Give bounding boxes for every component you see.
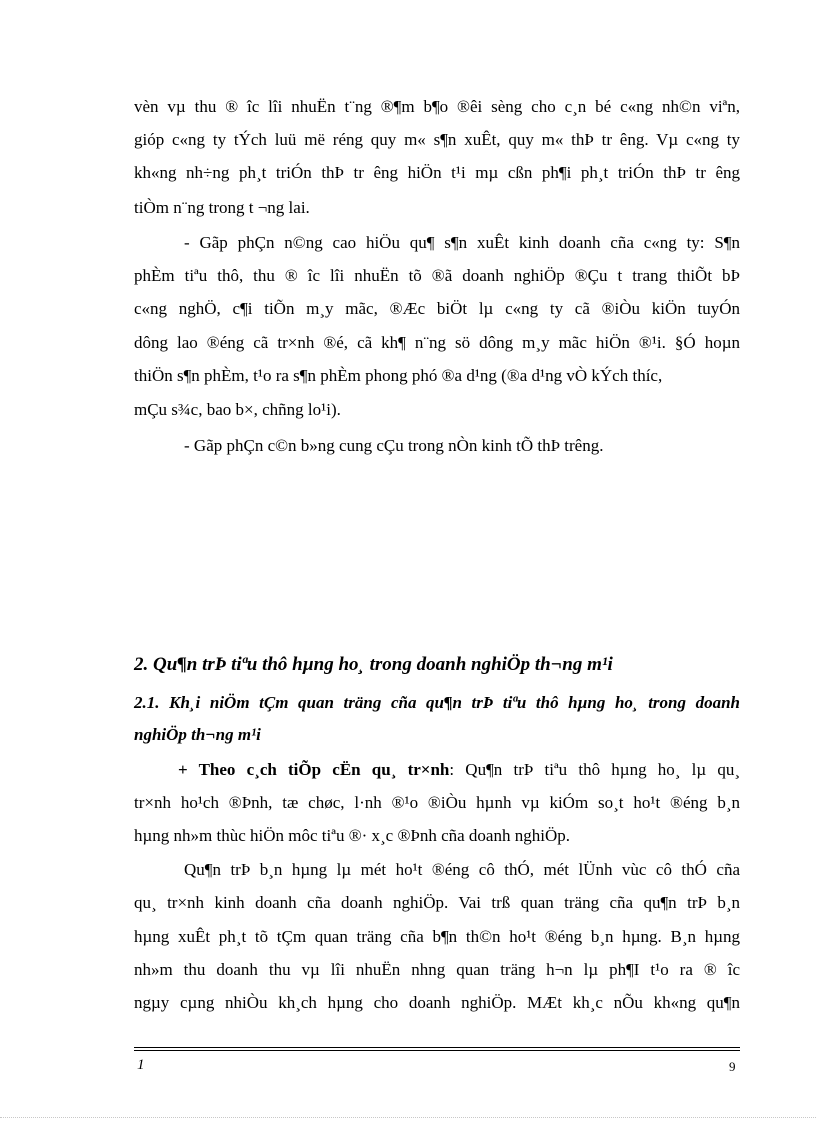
page-number: 9 bbox=[729, 1059, 736, 1074]
footer-rule bbox=[134, 1047, 740, 1048]
body-line: ngµy cµng nhiÒu kh¸ch hµng cho doanh nghiÖp. MÆt kh¸c nÕu kh«ng qu¶n bbox=[134, 993, 740, 1012]
body-line: nh»m thu doanh thu vµ lîi nhuËn nhng quan träng h¬n lµ ph¶I t¹o ra ® îc bbox=[134, 960, 740, 979]
paragraph-lead bbox=[178, 760, 740, 780]
body-line: gióp c«ng ty tÝch luü më réng quy m« s¶n xuÊt, quy m« thÞ tr êng. Vµ c«ng ty bbox=[134, 130, 740, 149]
body-line: Qu¶n trÞ b¸n hµng lµ mét ho¹t ®éng cô thÓ, mét lÜnh vùc cô thÓ cña bbox=[184, 860, 740, 879]
lead-bold-term: + Theo c¸ch tiÕp cËn qu¸ tr×nh bbox=[178, 760, 450, 779]
body-line: thiÖn s¶n phÈm, t¹o ra s¶n phÈm phong phó ®a d¹ng (®a d¹ng vÒ kÝch thíc, bbox=[134, 366, 663, 385]
subsection-heading: nghiÖp th¬ng m¹i bbox=[134, 725, 261, 744]
body-line: - Gãp phÇn c©n b»ng cung cÇu trong nÒn kinh tÕ thÞ trêng. bbox=[184, 436, 604, 455]
body-line: dông lao ®éng cã tr×nh ®é, cã kh¶ n¨ng sö dông m¸y mãc hiÖn ®¹i. §Ó hoµn bbox=[134, 333, 740, 352]
body-line: c«ng nghÖ, c¶i tiÕn m¸y mãc, ®Æc biÖt lµ c«ng ty cã ®iÒu kiÖn tuyÓn bbox=[134, 299, 740, 318]
lead-rest: : Qu¶n trÞ tiªu thô hµng ho¸ lµ qu¸ bbox=[449, 760, 740, 779]
body-line: hµng nh»m thùc hiÖn môc tiªu ®· x¸c ®Þnh cña doanh nghiÖp. bbox=[134, 826, 570, 845]
body-line: mÇu s¾c, bao b×, chñng lo¹i). bbox=[134, 400, 341, 419]
section-heading: 2. Qu¶n trÞ tiªu thô hµng ho¸ trong doanh nghiÖp th¬ng m¹i bbox=[134, 654, 613, 675]
body-line: - Gãp phÇn n©ng cao hiÖu qu¶ s¶n xuÊt kinh doanh cña c«ng ty: S¶n bbox=[184, 233, 740, 252]
subsection-heading: 2.1. Kh¸i niÖm tÇm quan träng cña qu¶n trÞ tiªu thô hµng ho¸ trong doanh bbox=[134, 693, 740, 712]
page-edge bbox=[0, 1117, 816, 1118]
footer-left-mark: 1 bbox=[137, 1057, 145, 1073]
body-line: kh«ng nh÷ng ph¸t triÓn thÞ tr êng hiÖn t¹i mµ cßn ph¶i ph¸t triÓn thÞ tr êng bbox=[134, 163, 740, 182]
body-line: tr×nh ho¹ch ®Þnh, tæ chøc, l·nh ®¹o ®iÒu hµnh vµ kiÓm so¸t ho¹t ®éng b¸n bbox=[134, 793, 740, 812]
body-line: hµng xuÊt ph¸t tõ tÇm quan träng cña b¶n th©n ho¹t ®éng b¸n hµng. B¸n hµng bbox=[134, 927, 740, 946]
footer-rule bbox=[134, 1050, 740, 1051]
body-line: qu¸ tr×nh kinh doanh cña doanh nghiÖp. Vai trß quan träng cña qu¶n trÞ b¸n bbox=[134, 893, 740, 912]
body-line: phÈm tiªu thô, thu ® îc lîi nhuËn tõ ®ã doanh nghiÖp ®Çu t trang thiÕt bÞ bbox=[134, 266, 740, 285]
body-line: vèn vµ thu ® îc lîi nhuËn t¨ng ®¶m b¶o ®êi sèng cho c¸n bé c«ng nh©n viªn, bbox=[134, 97, 740, 116]
body-line: tiÒm n¨ng trong t ¬ng lai. bbox=[134, 198, 310, 217]
